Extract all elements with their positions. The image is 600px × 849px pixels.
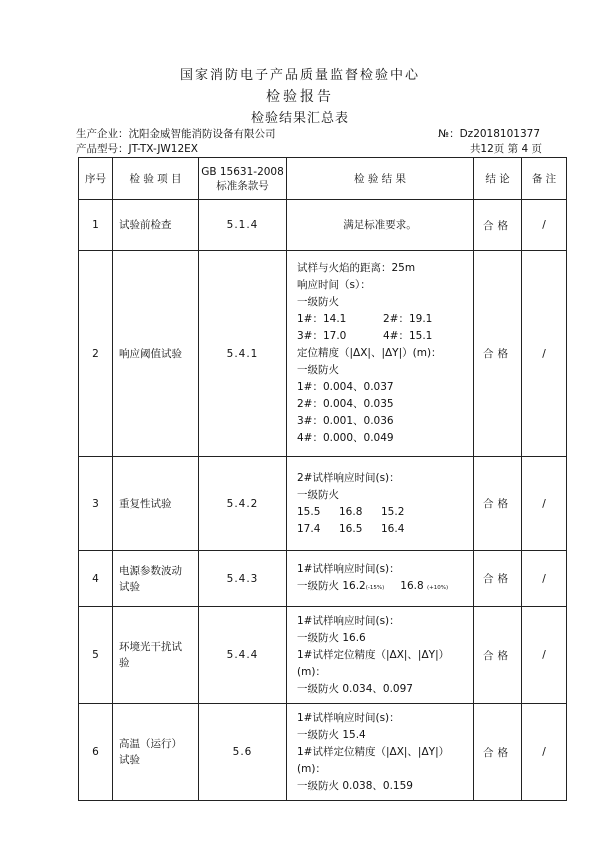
row-result: [287, 457, 474, 551]
response-time-value: 3#：17.0: [297, 330, 347, 342]
header-standard: [199, 158, 287, 200]
row-item: [113, 704, 199, 801]
row-item: 响应阈值试验: [113, 251, 199, 457]
response-time-line: 一级防火 15.4: [297, 728, 366, 741]
response-time-pair: [297, 311, 473, 328]
fire-level: 一级防火: [297, 364, 339, 376]
accuracy-value: 2#：0.004、0.035: [297, 398, 394, 410]
table-row: [79, 251, 567, 457]
row-item-line: 试验: [119, 754, 140, 766]
accuracy-value: 1#：0.004、0.037: [297, 381, 394, 393]
response-time-label: 1#试样响应时间(s)：: [297, 711, 400, 724]
table-row: [79, 607, 567, 704]
response-time-line: [297, 578, 473, 597]
row-conclusion: 合格: [474, 704, 522, 801]
row-item: 试验前检查: [113, 200, 199, 251]
row-no: 6: [79, 704, 113, 801]
row-remark: /: [522, 704, 567, 801]
response-time-values: [297, 521, 473, 538]
accuracy-value: 一级防火 0.038、0.159: [297, 779, 413, 792]
voltage-note: (+10%): [427, 584, 449, 591]
row-remark: /: [522, 607, 567, 704]
row-item: [113, 607, 199, 704]
header-item: 检 验 项 目: [113, 158, 199, 200]
table-header-row: [79, 158, 567, 200]
row-conclusion: 合格: [474, 251, 522, 457]
row-no: 1: [79, 200, 113, 251]
row-item-line: 高温（运行）: [119, 738, 182, 750]
row-result: 满足标准要求。: [287, 200, 474, 251]
manufacturer-label: 生产企业：: [76, 128, 129, 140]
fire-level: 一级防火: [297, 579, 339, 592]
fire-level: 一级防火: [297, 488, 339, 501]
model-line: [76, 141, 198, 156]
row-remark: /: [522, 551, 567, 607]
table-row: [79, 551, 567, 607]
results-table: [78, 157, 567, 801]
response-time-label: 2#试样响应时间(s)：: [297, 471, 400, 484]
response-time-values: [297, 504, 473, 521]
accuracy-unit: (m)：: [297, 762, 326, 775]
response-time-value: 16.5: [339, 522, 363, 535]
response-time-value: 16.4: [381, 522, 405, 535]
header-conclusion: 结 论: [474, 158, 522, 200]
row-standard: 5.4.1: [199, 251, 287, 457]
row-no: 5: [79, 607, 113, 704]
report-number: №：Dz2018101377: [438, 128, 540, 140]
summary-title: 检验结果汇总表: [250, 111, 349, 126]
row-no: 4: [79, 551, 113, 607]
accuracy-value: 一级防火 0.034、0.097: [297, 682, 413, 695]
accuracy-label: 1#试样定位精度（|ΔX|、|ΔY|）: [297, 648, 450, 661]
table-row: [79, 200, 567, 251]
row-item: [113, 551, 199, 607]
row-result: [287, 251, 474, 457]
row-no: 2: [79, 251, 113, 457]
accuracy-label: 1#试样定位精度（|ΔX|、|ΔY|）: [297, 745, 450, 758]
row-standard: 5.4.3: [199, 551, 287, 607]
response-time-label: 响应时间（s）：: [297, 279, 371, 291]
row-item-line: 验: [119, 657, 130, 669]
row-item: 重复性试验: [113, 457, 199, 551]
manufacturer-line: [76, 126, 276, 141]
row-conclusion: 合格: [474, 551, 522, 607]
row-no: 3: [79, 457, 113, 551]
org-title: 国家消防电子产品质量监督检验中心: [179, 68, 420, 83]
response-time-line: 一级防火 16.6: [297, 631, 366, 644]
row-standard: 5.4.4: [199, 607, 287, 704]
row-result: [287, 607, 474, 704]
response-time-value: 16.2: [342, 579, 366, 592]
page-indicator: 共12页 第 4 页: [469, 143, 542, 155]
row-standard: 5.4.2: [199, 457, 287, 551]
accuracy-value: 3#：0.001、0.036: [297, 415, 394, 427]
response-time-label: 1#试样响应时间(s)：: [297, 614, 400, 627]
accuracy-label: 定位精度（|ΔX|、|ΔY|）(m)：: [297, 347, 442, 359]
model-label: 产品型号：: [76, 143, 129, 155]
response-time-pair: [297, 328, 473, 345]
flame-distance: 试样与火焰的距离：25m: [297, 262, 416, 274]
header-remark: 备 注: [522, 158, 567, 200]
table-row: [79, 704, 567, 801]
report-title: 检验报告: [266, 89, 334, 105]
row-conclusion: 合格: [474, 457, 522, 551]
header-result: 检 验 结 果: [287, 158, 474, 200]
accuracy-unit: (m)：: [297, 665, 326, 678]
row-standard: 5.6: [199, 704, 287, 801]
row-result: [287, 551, 474, 607]
voltage-note: (-15%): [365, 584, 385, 591]
row-remark: /: [522, 200, 567, 251]
response-time-value: 17.4: [297, 522, 321, 535]
row-item-line: 环境光干扰试: [119, 641, 182, 653]
accuracy-value: 4#：0.000、0.049: [297, 432, 394, 444]
model-value: JT-TX-JW12EX: [128, 143, 198, 155]
response-time-label: 1#试样响应时间(s)：: [297, 562, 400, 575]
table-row: [79, 457, 567, 551]
row-result: [287, 704, 474, 801]
row-remark: /: [522, 457, 567, 551]
manufacturer-value: 沈阳金威智能消防设备有限公司: [128, 128, 276, 140]
response-time-value: 16.8: [400, 579, 424, 592]
header-standard-line1: GB 15631-2008: [201, 165, 284, 178]
header-no: 序号: [79, 158, 113, 200]
row-conclusion: 合格: [474, 607, 522, 704]
response-time-value: 4#：15.1: [383, 330, 433, 342]
row-remark: /: [522, 251, 567, 457]
header-standard-line2: 标准条款号: [216, 179, 269, 192]
row-standard: 5.1.4: [199, 200, 287, 251]
row-conclusion: 合格: [474, 200, 522, 251]
response-time-value: 15.2: [381, 505, 405, 518]
row-item-line: 试验: [119, 580, 140, 593]
row-item-line: 电源参数波动: [119, 564, 182, 577]
response-time-value: 16.8: [339, 505, 363, 518]
response-time-value: 1#：14.1: [297, 313, 347, 325]
fire-level: 一级防火: [297, 296, 339, 308]
response-time-value: 2#：19.1: [383, 313, 433, 325]
response-time-value: 15.5: [297, 505, 321, 518]
